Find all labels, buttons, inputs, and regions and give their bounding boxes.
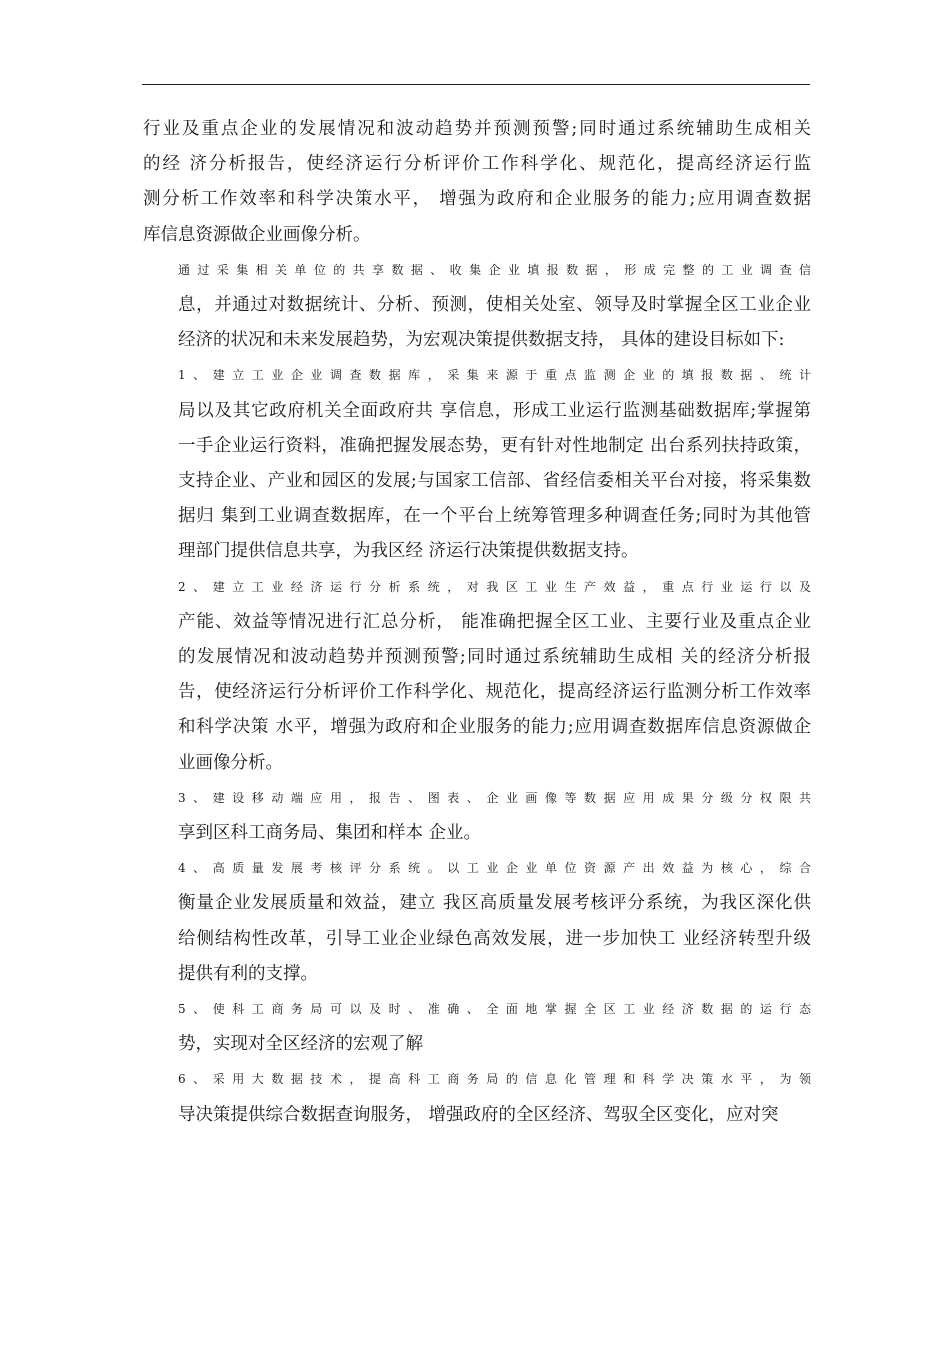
text-line: 6、采用大数据技术，提高科工商务局的信息化管理和科学决策水平，为领 xyxy=(178,1072,811,1087)
text-line: 行业及重点企业的发展情况和波动趋势并预测预警;同时通过系统辅助生成相关 xyxy=(143,119,811,139)
text-line: 2、建立工业经济运行分析系统，对我区工业生产效益，重点行业运行以及 xyxy=(178,579,811,594)
header-rule xyxy=(142,84,810,85)
text-line: 5、使科工商务局可以及时、准确、全面地掌握全区工业经济数据的运行态 xyxy=(178,1002,811,1017)
paragraph xyxy=(143,253,811,359)
text-line: 的经 济分析报告，使经济运行分析评价工作科学化、规范化，提高经济运行监 xyxy=(143,154,811,175)
text-line: 一手企业运行资料，准确把握发展态势，更有针对性地制定 出台系列扶持政策， xyxy=(178,435,811,456)
text-line: 导决策提供综合数据查询服务， 增强政府的全区经济、驾驭全区变化，应对突 xyxy=(178,1104,779,1125)
text-line: 4、高质量发展考核评分系统。以工业企业单位资源产出效益为核心，综合 xyxy=(178,861,811,876)
text-line: 和科学决策 水平，增强为政府和企业服务的能力;应用调查数据库信息资源做企 xyxy=(178,717,811,738)
paragraph xyxy=(143,992,811,1062)
text-line: 经济的状况和未来发展趋势，为宏观决策提供数据支持， 具体的建设目标如下: xyxy=(178,330,785,351)
text-line: 通过采集相关单位的共享数据、收集企业填报数据，形成完整的工业调查信 xyxy=(178,262,811,277)
paragraph xyxy=(143,781,811,851)
text-line: 支持企业、产业和园区的发展;与国家工信部、省经信委相关平台对接，将采集数 xyxy=(178,471,811,492)
text-line: 库信息资源做企业画像分析。 xyxy=(143,224,371,245)
text-line: 局以及其它政府机关全面政府共 享信息，形成工业运行监测基础数据库;掌握第 xyxy=(178,400,811,421)
text-line: 势，实现对全区经济的宏观了解 xyxy=(178,1034,423,1055)
text-line: 息，并通过对数据统计、分析、预测，使相关处室、领导及时掌握全区工业企业 xyxy=(178,295,811,316)
text-line: 业画像分析。 xyxy=(178,752,283,773)
paragraph xyxy=(143,112,811,253)
paragraph xyxy=(143,1062,811,1132)
text-line: 理部门提供信息共享，为我区经 济运行决策提供数据支持。 xyxy=(178,541,639,562)
text-line: 1、建立工业企业调查数据库，采集来源于重点监测企业的填报数据、统计 xyxy=(178,368,811,383)
document-body xyxy=(143,112,811,1133)
text-line: 3、建设移动端应用，报告、图表、企业画像等数据应用成果分级分权限共 xyxy=(178,790,811,805)
text-line: 给侧结构性改革，引导工业企业绿色高效发展，进一步加快工 业经济转型升级 xyxy=(178,928,811,949)
text-line: 提供有利的支撑。 xyxy=(178,963,318,984)
text-line: 测分析工作效率和科学决策水平， 增强为政府和企业服务的能力;应用调查数据 xyxy=(143,189,811,210)
paragraph xyxy=(143,851,811,992)
paragraph xyxy=(143,570,811,781)
text-line: 据归 集到工业调查数据库，在一个平台上统筹管理多种调查任务;同时为其他管 xyxy=(178,506,811,527)
text-line: 的发展情况和波动趋势并预测预警;同时通过系统辅助生成相 关的经济分析报 xyxy=(178,647,811,668)
text-line: 享到区科工商务局、集团和样本 企业。 xyxy=(178,823,482,844)
paragraph xyxy=(143,358,811,569)
text-line: 衡量企业发展质量和效益，建立 我区高质量发展考核评分系统，为我区深化供 xyxy=(178,893,811,914)
text-line: 产能、效益等情况进行汇总分析， 能准确把握全区工业、主要行业及重点企业 xyxy=(178,611,811,632)
text-line: 告，使经济运行分析评价工作科学化、规范化，提高经济运行监测分析工作效率 xyxy=(178,682,811,703)
